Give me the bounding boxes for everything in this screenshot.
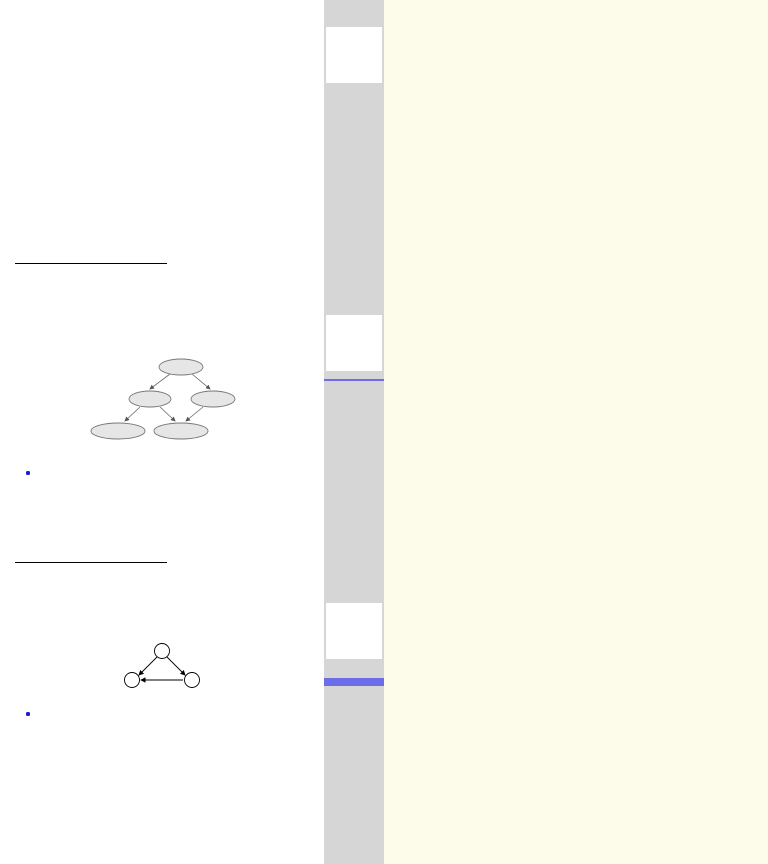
university-seal-icon [326,27,382,83]
sidebar-item-directed[interactable] [324,390,384,398]
sidebar [324,576,384,864]
node-muscle-pain [91,423,145,439]
sidebar-item-directed[interactable] [324,678,384,686]
edge-season-hayfever [192,374,210,389]
edge-hayfever-congestion [186,407,203,421]
sidebar-item-undirected[interactable] [324,408,384,416]
node-c [125,673,140,688]
footnote-rule [15,263,167,264]
pgm-diagram [0,288,324,576]
sidebar-item-undirected[interactable] [324,120,384,128]
slide-title [0,0,384,288]
edge-a-c [139,657,157,675]
slide-main [0,576,324,864]
node-congestion [154,423,208,439]
sidebar-item-undirected[interactable] [324,696,384,704]
sidebar [324,288,384,576]
slide-pgm [0,288,384,576]
slide-directed [0,576,384,864]
node-b [185,673,200,688]
sidebar-item-introduction[interactable] [324,667,384,669]
footnote-rule [15,562,167,563]
node-flu [129,391,171,407]
university-seal-icon [326,315,382,371]
node-season [159,359,203,375]
edge-flu-musclepain [125,407,140,421]
sidebar-item-directed[interactable] [324,102,384,110]
slide-main [0,288,324,576]
edge-season-flu [150,374,170,389]
node-hayfever [191,391,235,407]
edge-a-b [167,657,185,675]
sidebar [324,0,384,288]
sidebar-item-introduction[interactable] [324,91,384,93]
sidebar-item-introduction[interactable] [324,379,384,381]
edge-flu-congestion [160,407,175,421]
node-a [155,644,170,659]
slide-main [0,0,324,288]
university-seal-icon [326,603,382,659]
dag-diagram [0,576,324,864]
footnote [15,266,305,276]
